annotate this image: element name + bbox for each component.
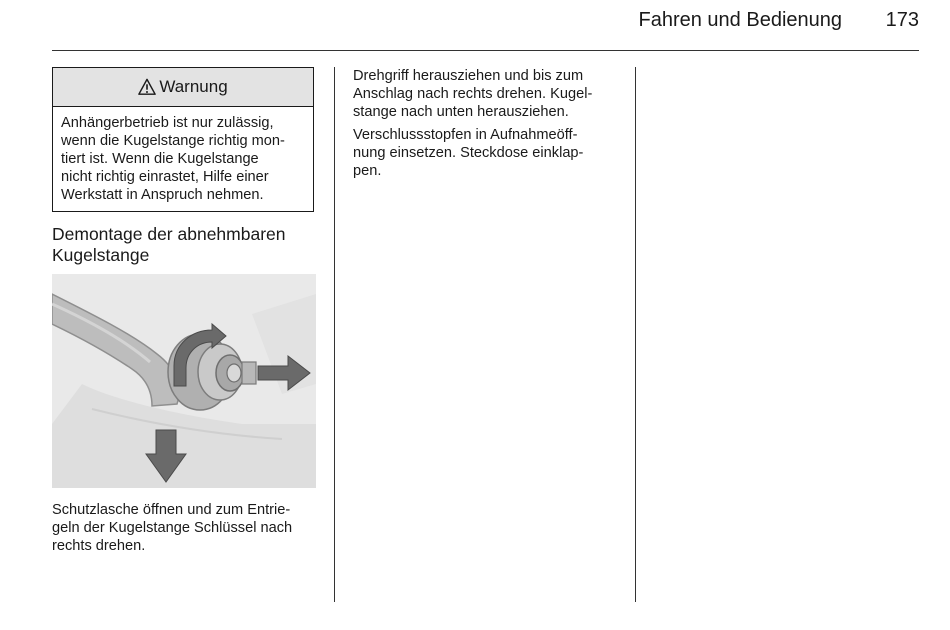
paragraph-insert-plug — [353, 126, 628, 180]
page-number: 173 — [885, 9, 919, 31]
paragraph-line: stange nach unten herausziehen. — [353, 104, 569, 120]
caption-line: rechts drehen. — [52, 538, 146, 554]
section-heading-line: Demontage der abnehmbaren — [52, 224, 286, 244]
warning-line: Werkstatt in Anspruch nehmen. — [61, 187, 264, 203]
caption-line: Schutzlasche öffnen und zum Entrie- — [52, 502, 291, 518]
warning-line: nicht richtig einrastet, Hilfe einer — [61, 169, 269, 185]
warning-triangle-icon — [138, 78, 156, 96]
paragraph-line: nung einsetzen. Steckdose einklap- — [353, 145, 584, 161]
header-title: Fahren und Bedienung — [638, 9, 842, 31]
header-rule — [52, 50, 919, 51]
paragraph-pull-handle — [353, 67, 628, 121]
tow-bar-removal-illustration — [52, 274, 316, 488]
warning-line: wenn die Kugelstange richtig mon- — [61, 133, 285, 149]
warning-text — [53, 107, 313, 204]
warning-title: Warnung — [159, 77, 228, 96]
warning-box — [52, 67, 314, 212]
warning-line: Anhängerbetrieb ist nur zulässig, — [61, 115, 274, 131]
paragraph-line: Drehgriff herausziehen und bis zum — [353, 68, 584, 84]
warning-header — [53, 68, 313, 107]
removal-caption — [52, 501, 327, 555]
section-heading — [52, 224, 322, 266]
paragraph-line: Verschlussstopfen in Aufnahmeöff- — [353, 127, 578, 143]
section-heading-line: Kugelstange — [52, 245, 150, 265]
column-divider-1 — [334, 67, 335, 602]
column-divider-2 — [635, 67, 636, 602]
warning-line: tiert ist. Wenn die Kugelstange — [61, 151, 259, 167]
caption-line: geln der Kugelstange Schlüssel nach — [52, 520, 293, 536]
paragraph-line: pen. — [353, 163, 382, 179]
paragraph-line: Anschlag nach rechts drehen. Kugel- — [353, 86, 593, 102]
